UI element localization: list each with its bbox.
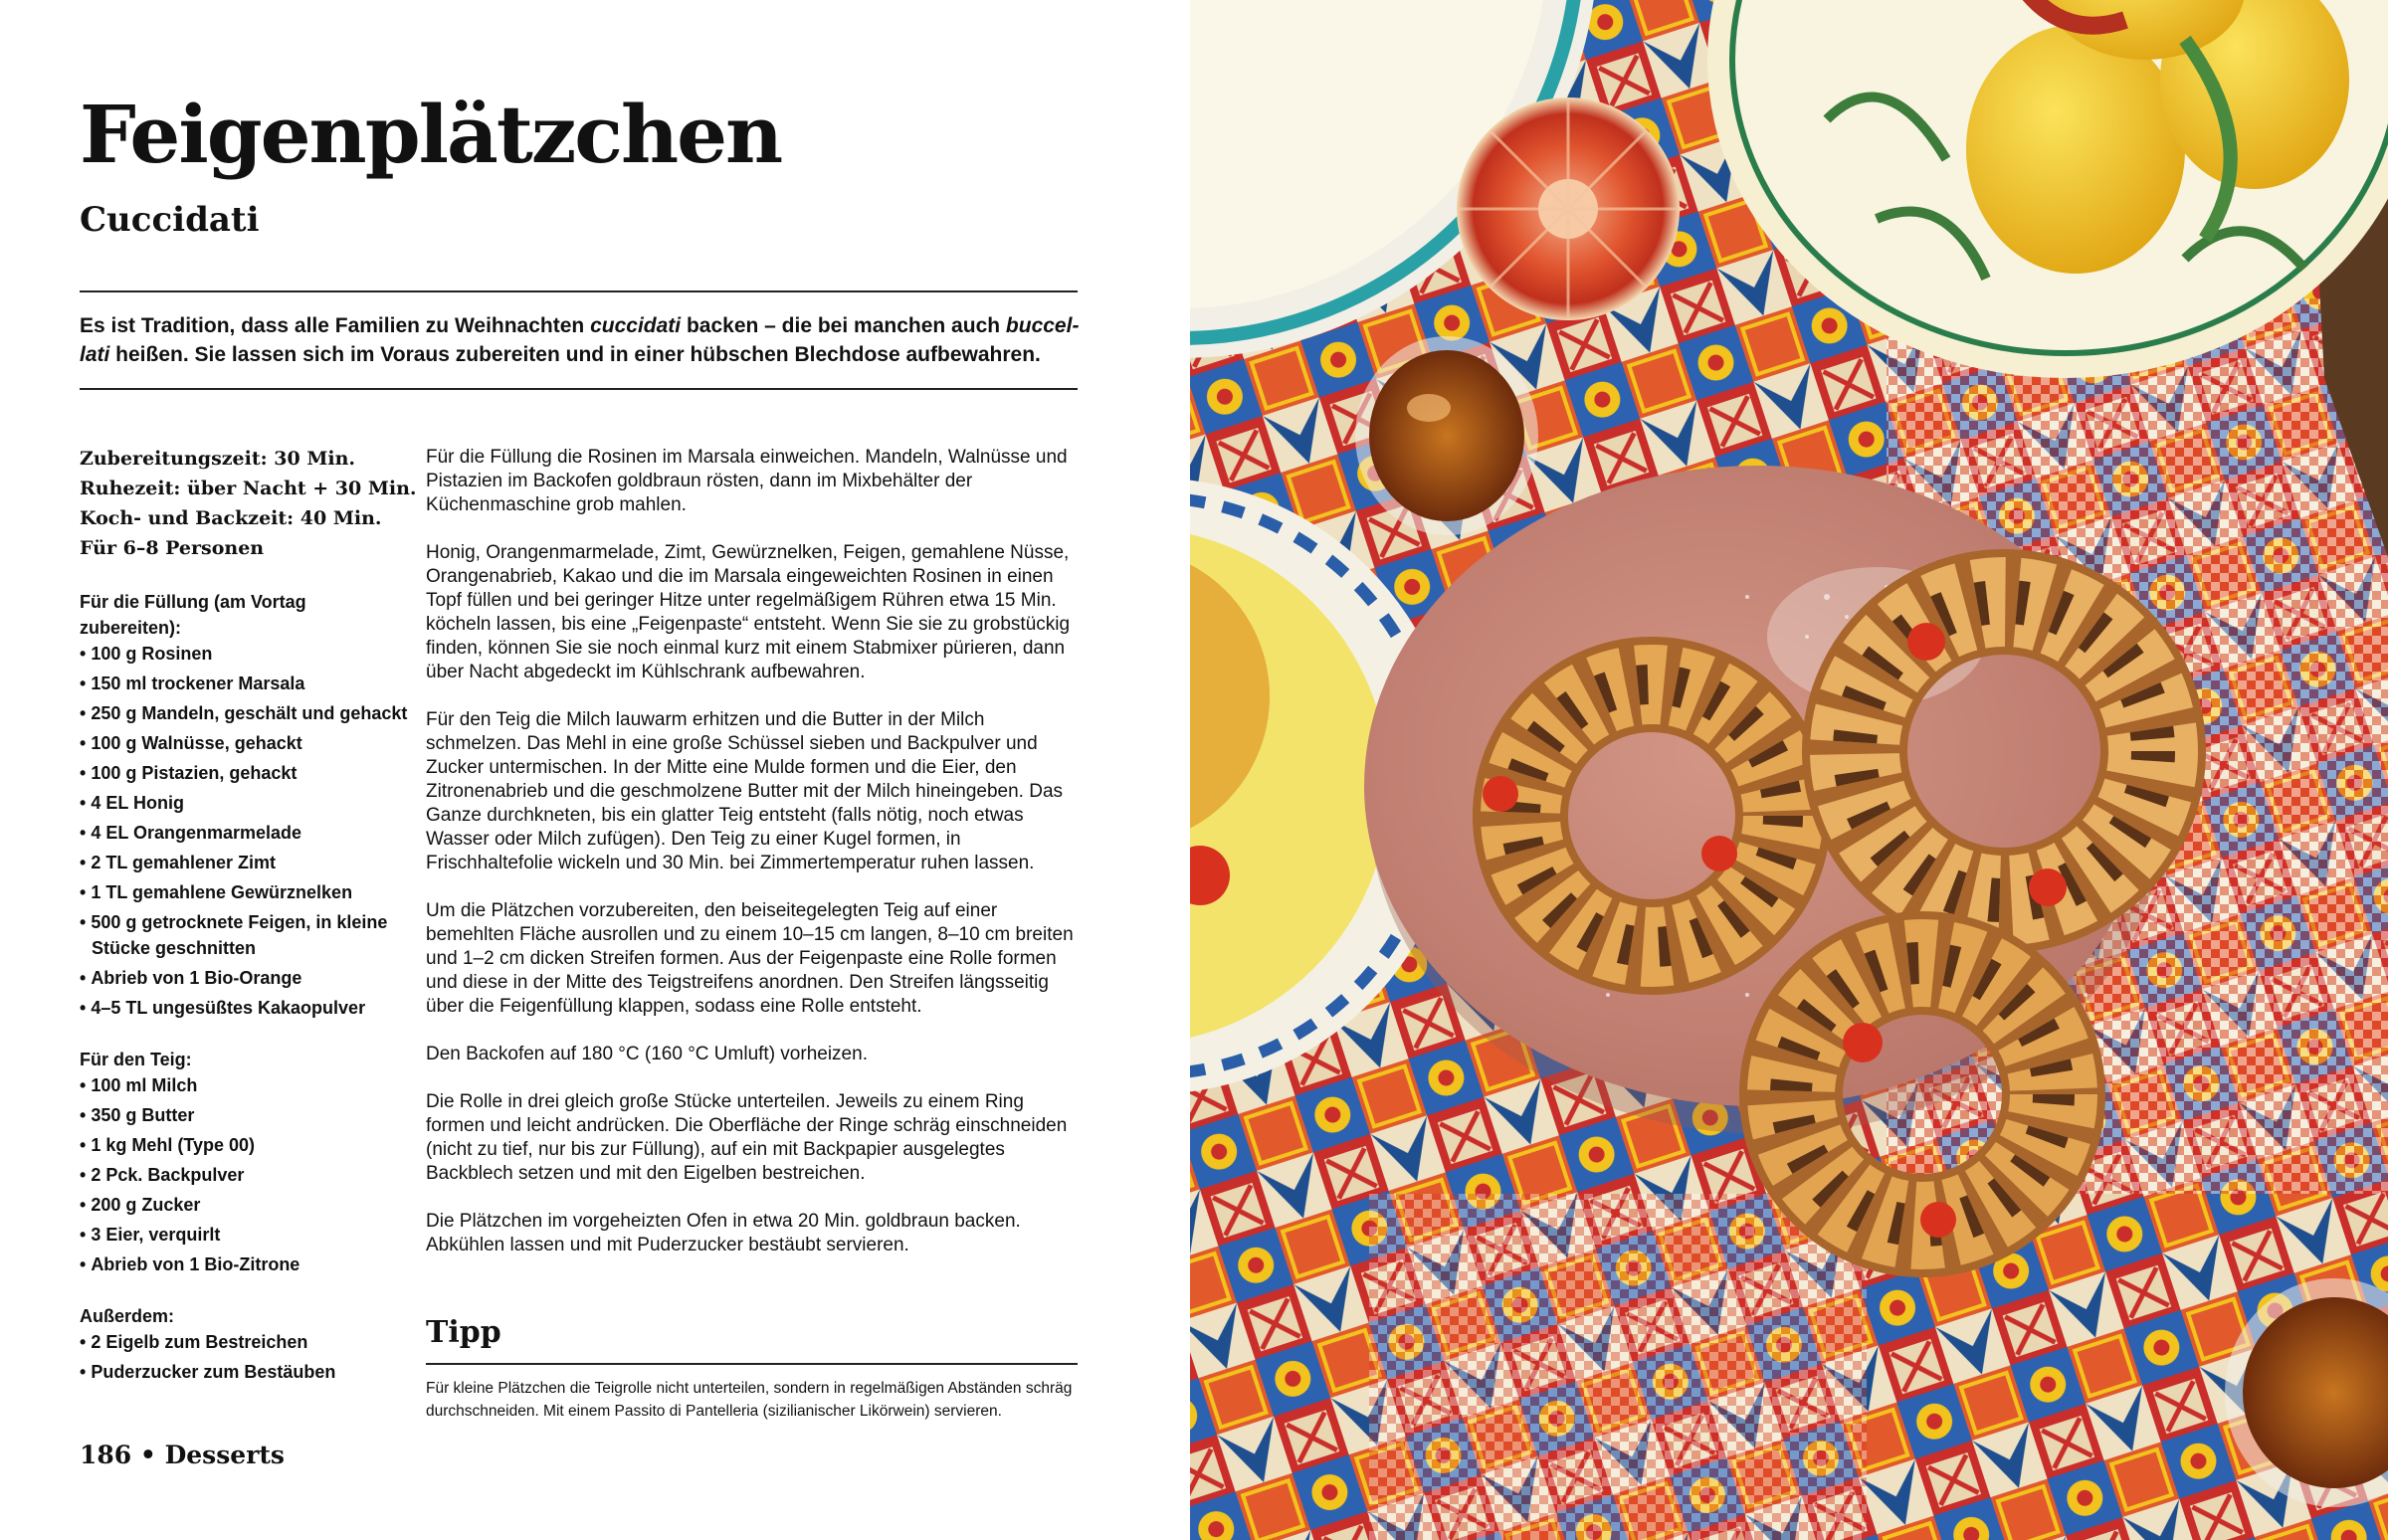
step-4: Um die Plätzchen vorzubereiten, den beiseitegelegten Teig auf einer bemehlten Fläche ausrollen und zu einem 10–15 cm langen, 8–10 cm breiten und 1–2 cm dicken Streifen formen. Aus der Feigenpaste eine Rolle formen und diese in der Mitte des Teigstreifens anordnen. Den Streifen längsseitig über die Feigenfüllung klappen, sodass eine Rolle entsteht. bbox=[426, 900, 1074, 1017]
dough-list bbox=[80, 1072, 408, 1277]
intro-bottom-rule bbox=[80, 388, 1078, 390]
list-item: • 100 g Pistazien, gehackt bbox=[80, 760, 408, 786]
rest-time: Ruhezeit: über Nacht + 30 Min. bbox=[80, 478, 417, 499]
intro-emphasis-1: cuccidati bbox=[590, 314, 682, 337]
step-7: Die Plätzchen im vorgeheizten Ofen in etwa 20 Min. goldbraun backen. Abkühlen lassen und mit Puderzucker bestäubt servieren. bbox=[426, 1211, 1021, 1255]
page-folio: 186 • Desserts bbox=[80, 1441, 286, 1469]
list-item: • 2 Pck. Backpulver bbox=[80, 1162, 408, 1188]
recipe-title: Feigenplätzchen bbox=[80, 88, 782, 181]
list-item: • Abrieb von 1 Bio-Orange bbox=[80, 965, 408, 991]
list-item: • 4 EL Orangenmarmelade bbox=[80, 820, 408, 846]
intro-part-1: Es ist Tradition, dass alle Familien zu Weihnachten bbox=[80, 314, 591, 337]
list-item: • 2 Eigelb zum Bestreichen bbox=[80, 1329, 408, 1355]
list-item: • 200 g Zucker bbox=[80, 1192, 408, 1218]
recipe-subtitle: Cuccidati bbox=[80, 200, 260, 240]
list-item: • 350 g Butter bbox=[80, 1102, 408, 1128]
intro-top-rule bbox=[80, 290, 1078, 292]
intro-emphasis-2: buccel-lati bbox=[80, 314, 1080, 366]
list-item: • 250 g Mandeln, geschält und gehackt bbox=[80, 700, 408, 726]
recipe-meta bbox=[80, 444, 418, 563]
tip-text: Für kleine Plätzchen die Teigrolle nicht unterteilen, sondern in regelmäßigen Abständen schräg durchschneiden. Mit einem Passito di Pantelleria (sizilianischer Likörwein) servieren. bbox=[426, 1380, 1073, 1420]
list-item: • Abrieb von 1 Bio-Zitrone bbox=[80, 1251, 408, 1277]
filling-list bbox=[80, 641, 408, 1021]
list-item: • 500 g getrocknete Feigen, in kleine Stücke geschnitten bbox=[80, 909, 408, 961]
list-item: • 4–5 TL ungesüßtes Kakaopulver bbox=[80, 995, 408, 1021]
step-2: Honig, Orangenmarmelade, Zimt, Gewürznelken, Feigen, gemahlene Nüsse, Orangenabrieb, Kakao und die im Marsala eingeweichten Rosinen in einen Topf füllen und bei geringer Hitze unter regelmäßigem Rühren etwa 15 Min. köcheln lassen, bis eine „Feigenpaste“ entsteht. Wenn Sie sie zu grobstückig finden, können Sie sie noch einmal kurz mit einem Stabmixer pürieren, dann über Nacht abgedeckt im Kühlschrank aufbewahren. bbox=[426, 542, 1071, 682]
list-item: • 3 Eier, verquirlt bbox=[80, 1222, 408, 1248]
step-3: Für den Teig die Milch lauwarm erhitzen und die Butter in der Milch schmelzen. Das Mehl in eine große Schüssel sieben und Backpulver und Zucker untermischen. In der Mitte eine Mulde formen und die Eier, den Zitronenabrieb und die geschmolzene Butter mit der Milch hineingeben. Das Ganze durchkneten, bis ein glatter Teig entsteht (falls nötig, noch etwas Wasser oder Milch zufügen). Den Teig zu einer Kugel formen, in Frischhaltefolie wickeln und 30 Min. bei Zimmertemperatur ruhen lassen. bbox=[426, 709, 1064, 873]
list-item: • 2 TL gemahlener Zimt bbox=[80, 850, 408, 875]
list-item: • 4 EL Honig bbox=[80, 790, 408, 816]
intro-part-2: backen – die bei manchen auch bbox=[681, 314, 1006, 337]
tip-rule bbox=[426, 1363, 1078, 1365]
filling-heading: Für die Füllung (am Vortag zubereiten): bbox=[80, 592, 306, 638]
extra-heading: Außerdem: bbox=[80, 1306, 175, 1326]
step-1: Für die Füllung die Rosinen im Marsala einweichen. Mandeln, Walnüsse und Pistazien im Backofen goldbraun rösten, dann im Mixbehälter der Küchenmaschine grob mahlen. bbox=[426, 447, 1068, 515]
intro-text bbox=[80, 311, 1085, 369]
list-item: • 100 g Rosinen bbox=[80, 641, 408, 667]
dough-heading: Für den Teig: bbox=[80, 1050, 192, 1069]
left-page bbox=[0, 0, 1190, 1540]
cook-time: Koch- und Backzeit: 40 Min. bbox=[80, 507, 382, 529]
intro-part-3: heißen. Sie lassen sich im Voraus zubereiten und in einer hübschen Blechdose aufbewahren. bbox=[109, 343, 1041, 366]
list-item: • 1 kg Mehl (Type 00) bbox=[80, 1132, 408, 1158]
ingredient-panel bbox=[80, 589, 408, 1389]
method-steps bbox=[426, 446, 1078, 1281]
prep-time: Zubereitungszeit: 30 Min. bbox=[80, 448, 355, 470]
list-item: • Puderzucker zum Bestäuben bbox=[80, 1359, 408, 1385]
list-item: • 100 g Walnüsse, gehackt bbox=[80, 730, 408, 756]
step-5: Den Backofen auf 180 °C (160 °C Umluft) vorheizen. bbox=[426, 1044, 868, 1064]
food-photo bbox=[1190, 0, 2388, 1540]
list-item: • 150 ml trockener Marsala bbox=[80, 671, 408, 696]
food-photo-illustration bbox=[1190, 0, 2388, 1540]
servings: Für 6–8 Personen bbox=[80, 537, 265, 559]
extra-list bbox=[80, 1329, 408, 1385]
list-item: • 1 TL gemahlene Gewürznelken bbox=[80, 879, 408, 905]
list-item: • 100 ml Milch bbox=[80, 1072, 408, 1098]
tip-title: Tipp bbox=[426, 1315, 501, 1350]
step-6: Die Rolle in drei gleich große Stücke unterteilen. Jeweils zu einem Ring formen und leicht andrücken. Die Oberfläche der Ringe schräg einschneiden (nicht zu tief, nur bis zur Füllung), auf ein mit Backpapier ausgelegtes Backblech setzen und mit den Eigelben bestreichen. bbox=[426, 1091, 1068, 1184]
